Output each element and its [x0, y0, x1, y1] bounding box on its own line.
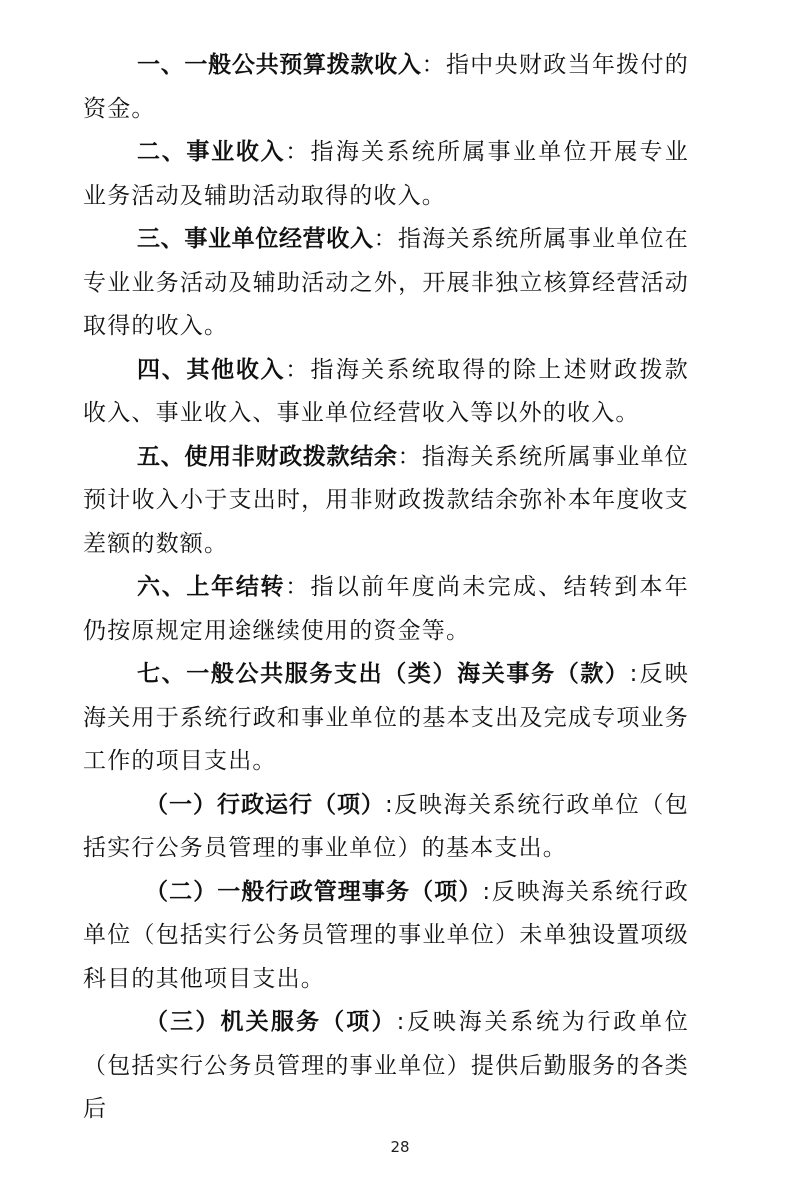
- term-description: :反映海关系统行政单位（包括实行公务员管理的事业单位）未单独设置项级科目的其他项目支出。: [83, 878, 689, 992]
- term-heading: 二、事业收入: [137, 139, 286, 165]
- term-heading: 三、事业单位经营收入: [137, 226, 374, 252]
- term-description: ：指海关系统所属事业单位预计收入小于支出时，用非财政拨款结余弥补本年度收支差额的数额。: [83, 443, 689, 557]
- paragraph-general-budget-income: [83, 44, 689, 131]
- term-heading: 六、上年结转: [137, 574, 286, 600]
- term-heading: （一）行政运行（项）: [145, 791, 385, 818]
- paragraph-other-income: [83, 349, 689, 436]
- paragraph-non-fiscal-balance: [83, 436, 689, 567]
- term-description: ：指海关系统所属事业单位开展专业业务活动及辅助活动取得的收入。: [83, 139, 689, 209]
- document-body: [83, 44, 689, 1132]
- paragraph-operating-income: [83, 218, 689, 349]
- term-description: :反映海关用于系统行政和事业单位的基本支出及完成专项业务工作的项目支出。: [83, 661, 690, 774]
- paragraph-administrative-operation: [83, 784, 689, 871]
- paragraph-business-income: [83, 131, 689, 218]
- term-description: :反映海关系统为行政单位（包括实行公务员管理的事业单位）提供后勤服务的各类后: [83, 1009, 689, 1122]
- paragraph-agency-services: [83, 1001, 689, 1132]
- paragraph-prior-year-carryover: [83, 566, 689, 653]
- term-heading: 五、使用非财政拨款结余: [137, 443, 398, 470]
- term-description: ：指以前年度尚未完成、结转到本年仍按原规定用途继续使用的资金等。: [83, 574, 689, 644]
- term-description: ：指海关系统取得的除上述财政拨款收入、事业收入、事业单位经营收入等以外的收入。: [83, 356, 689, 426]
- term-heading: （三）机关服务（项）: [145, 1009, 397, 1035]
- page-number: 28: [390, 1138, 410, 1156]
- paragraph-public-service-expenditure: [83, 653, 689, 784]
- term-heading: 四、其他收入: [137, 356, 286, 383]
- term-heading: 七、一般公共服务支出（类）海关事务（款）: [137, 661, 630, 687]
- term-description: :反映海关系统行政单位（包括实行公务员管理的事业单位）的基本支出。: [83, 791, 689, 861]
- term-heading: 一、一般公共预算拨款收入: [137, 52, 422, 78]
- term-description: ：指中央财政当年拨付的资金。: [83, 52, 690, 122]
- term-heading: （二）一般行政管理事务（项）: [145, 878, 483, 905]
- paragraph-general-admin-affairs: [83, 871, 689, 1002]
- term-description: ：指海关系统所属事业单位在专业业务活动及辅助活动之外，开展非独立核算经营活动取得的收入。: [83, 226, 689, 339]
